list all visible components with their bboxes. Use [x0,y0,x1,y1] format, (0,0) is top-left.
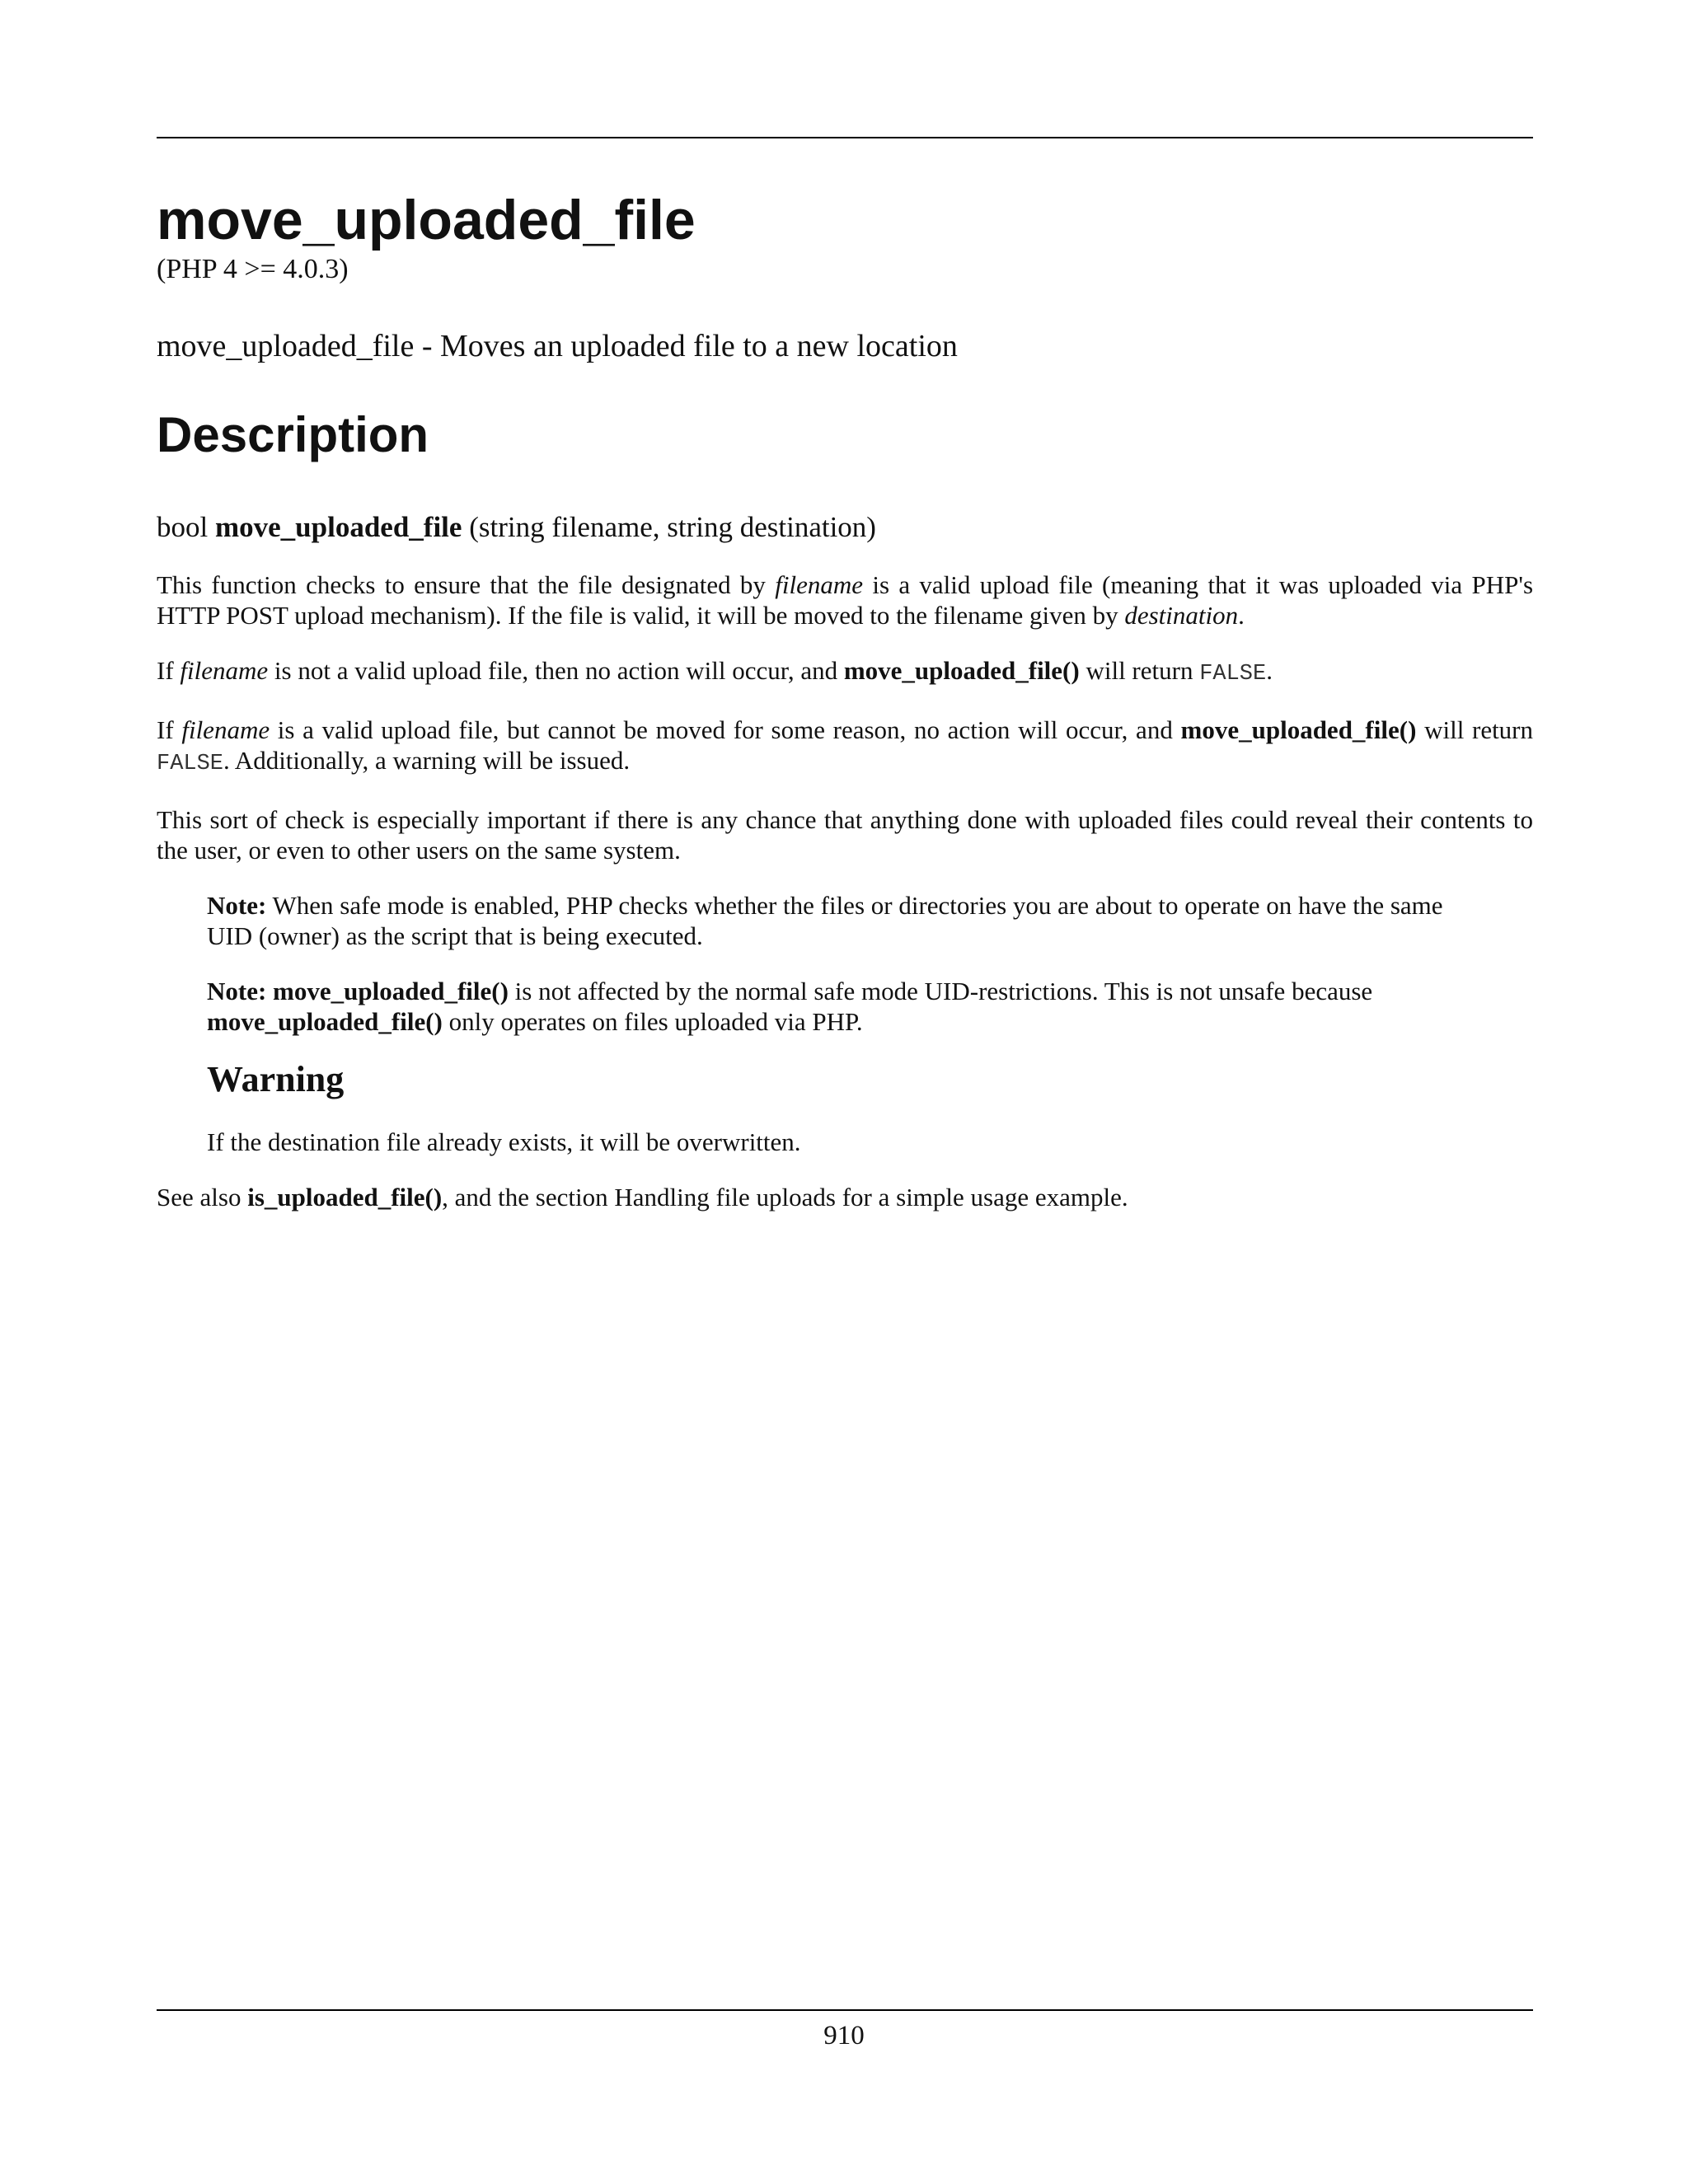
paragraph-cannot-move [157,715,1533,780]
param-filename: filename [775,570,864,600]
text: is a valid upload file, but cannot be moved for some reason, no action will occur, and [277,715,1173,745]
synopsis-params: (string filename, string destination) [469,511,876,544]
function-ref: move_uploaded_file() [843,656,1080,686]
note-label: Note: [207,977,267,1006]
text: will return [1085,656,1193,686]
note-label: Note: [207,891,267,921]
text: , and the section Handling file uploads for a simple usage example. [442,1182,1128,1212]
paragraph-check [157,569,1533,630]
paragraph-importance: This sort of check is especially important if there is any chance that anything done with uploaded files could reveal their contents to the user, or even to other users on the same system. [157,805,1533,865]
text: . Additionally, a warning will be issued. [223,746,631,776]
param-destination: destination [1124,601,1239,630]
text: If [157,715,174,745]
return-type: bool [157,511,209,544]
text: When safe mode is enabled, PHP checks whether the files or directories you are about to operate on have the same UID (owner) as the script that is being executed. [207,891,1443,951]
function-ref: move_uploaded_file() [273,977,509,1006]
param-filename: filename [180,656,269,686]
text: See also [157,1182,241,1212]
bottom-rule [157,2009,1533,2011]
warning-title: Warning [207,1059,345,1100]
page-title: move_uploaded_file [157,189,696,251]
text: is not affected by the normal safe mode UID-restrictions. This is not unsafe because [514,977,1373,1006]
top-rule [157,137,1533,138]
constant-false: FALSE [157,752,224,777]
synopsis-function-name: move_uploaded_file [214,511,462,544]
text: . [1238,601,1245,630]
page-content [157,190,1533,1212]
text: . [1266,656,1273,686]
text: This function checks to ensure that the file designated by [157,570,766,600]
warning-text: If the destination file already exists, it will be overwritten. [207,1127,801,1156]
version-info: (PHP 4 >= 4.0.3) [157,253,349,284]
function-synopsis [157,510,1533,545]
note-safe-mode [207,890,1493,951]
text: is a valid upload file (meaning that it was uploaded via PHP's HTTP POST upload mechanism). If the file is valid, it will be moved to the filename given by [157,570,1534,630]
text: only operates on files uploaded via PHP. [448,1007,863,1037]
text: will return [1424,715,1534,745]
text: is not a valid upload file, then no action will occur, and [274,656,838,686]
function-ref: move_uploaded_file() [1180,715,1417,745]
see-also [157,1182,1533,1212]
page-number: 910 [823,2021,865,2050]
notes-block [207,890,1493,1157]
param-filename: filename [181,715,270,745]
refpurpose: move_uploaded_file - Moves an uploaded file to a new location [157,328,958,363]
text: If [157,656,174,686]
note-uid-restrictions [207,976,1493,1037]
paragraph-invalid [157,655,1533,690]
function-ref: move_uploaded_file() [207,1007,443,1037]
function-link[interactable]: is_uploaded_file() [247,1182,443,1212]
constant-false: FALSE [1199,662,1267,687]
description-heading: Description [157,407,429,463]
